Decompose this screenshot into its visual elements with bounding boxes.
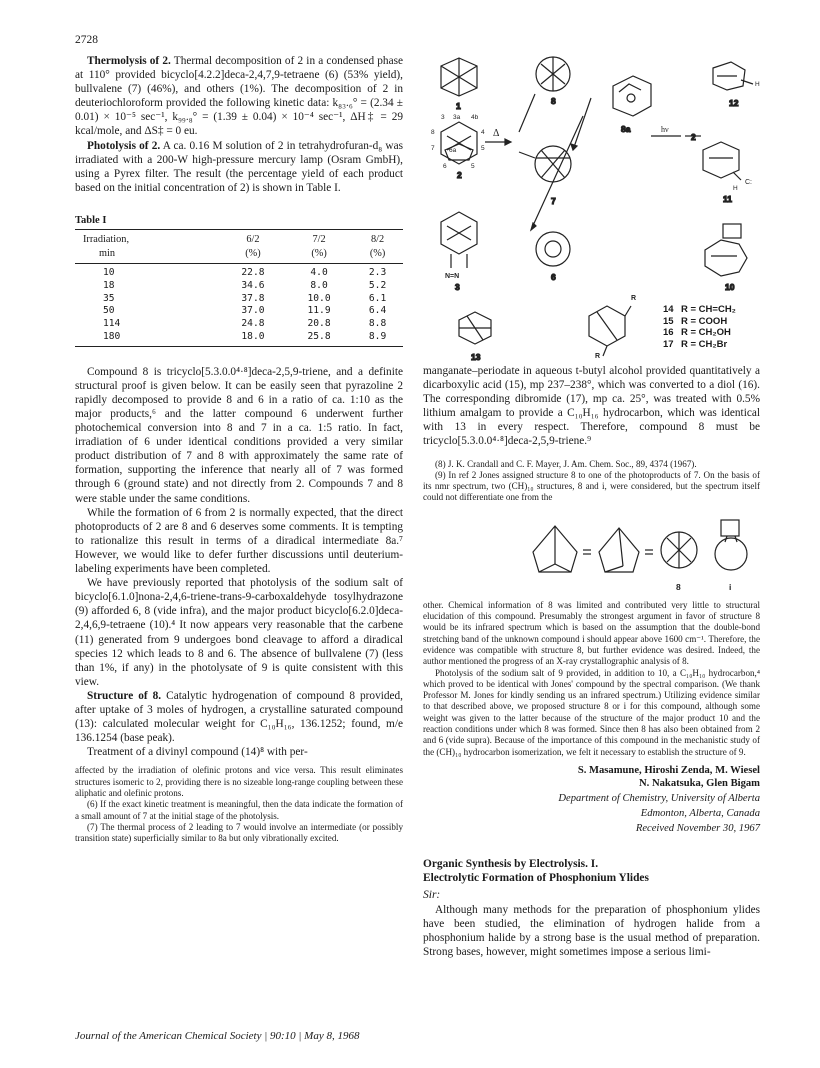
table-cell: 22.8 [241,266,265,278]
table-cell: 8.9 [352,331,403,346]
label-i: i [729,581,732,592]
atom-number: 6a [449,147,457,154]
footnote-9: (9) In ref 2 Jones assigned structure 8 to one of the photoproducts of 7. On the basis of its nmr spectrum, two (CH)₁₀ structures, 8 and i, were considered, but the spectrum itself could not differentiate one from the [423,469,760,503]
r-group-item: 16 R = CH₂OH [663,327,731,338]
label-11: 11 [723,194,732,204]
table-cell: 18.0 [220,331,286,346]
atom-number: 3a [453,114,461,121]
footnote-8: (8) J. K. Crandall and C. F. Mayer, J. Am. Chem. Soc., 89, 4374 (1967). [435,458,697,469]
table-cell: 37.0 [241,305,265,317]
paragraph-previous-report: We have previously reported that photolysis of the sodium salt of bicyclo[6.1.0]nona-2,4,6-triene-trans-9-carboxaldehyde tosylhydrazone (9) afforded 6, 8 (vide infra), and the major product bicyclo[6.2.0]deca-2,4,6,9-tetraene (10).⁴ It now appears very reasonable that the carbene (11) generated from 9 undergoes bond cleavage to afford a diradical species 12 which leads to 8 and 6. The absence of bullvalene (7) (less than 1%, if any) in the photolysate of 9 is quite consistent with this view. [75,577,403,688]
atom-number: 4b [471,114,479,121]
structure-1 [441,58,477,96]
table-cell: 11.9 [307,305,331,317]
structure-7 [535,146,571,182]
table-header-cell: (%) [352,247,403,264]
structure-2 [441,122,477,164]
table-header-cell: 8/2 [352,229,403,247]
structure-14-17 [589,306,631,356]
label-3: 3 [455,282,460,292]
table-cell: 50 [103,305,115,317]
label-8: 8 [676,581,681,592]
table-row [75,318,403,331]
table-cell: 114 [103,318,121,330]
table-cell: 37.8 [241,292,265,304]
hv-symbol: hν [661,125,669,134]
table-header-cell: 6/2 [220,229,286,247]
label-8: 8 [551,96,556,106]
label-2: 2 [457,170,462,180]
table-cell: 10.0 [307,292,331,304]
run-in-heading: Photolysis of 2. [87,139,161,152]
carbene-label: C: [745,179,752,186]
footnote-continued: affected by the irradiation of olefinic protons and vice versa. This result eliminates structures isomeric to 2, providing there is no sizeable long-range coupling between these aliphatic and olefinic protons. [75,765,403,798]
atom-number: 5 [471,163,475,170]
run-in-heading: Structure of 8. [87,689,162,702]
left-column [75,54,403,844]
nn-label: N=N [445,273,460,280]
author-names: S. Masamune, Hiroshi Zenda, M. Wiesel [577,764,760,776]
structure-13 [459,312,491,344]
atom-number: 4 [481,129,485,136]
structure-8-view-3 [661,532,697,568]
table-row [75,293,403,306]
label-12: 12 [729,98,739,108]
label-7: 7 [551,196,556,206]
table-row [75,305,403,318]
r-group-item: 17 R = CH₂Br [663,338,728,350]
affiliation-location: Edmonton, Alberta, Canada [640,807,760,819]
label-6: 6 [551,272,556,282]
h-label: H [733,185,738,192]
data-table [75,229,403,347]
table-cell: 6.1 [368,292,387,304]
table-row [75,263,403,279]
paragraph-text: Catalytic hydrogenation of compound 8 provided, after uptake of 3 moles of hydrogen, a crystalline saturated compound (13): calculated molecular weight for C₁₀H₁₆, 136.1252; found, m/e 136.1254 (base peak). [75,689,403,745]
table-header-cell: 7/2 [286,229,352,247]
table-cell: 10 [103,266,115,278]
table-cell: 18 [103,279,115,291]
affiliation: Department of Chemistry, University of Alberta [558,792,760,804]
table-row [75,280,403,293]
footnote-text: other. Chemical information of 8 was limited and contributed very little to structural elucidation of this compound. Presumably the strongest argument in favor of structure 8 would be its infrared spectrum which is based on the assumption that the double-bond stretching band of the unknown compound i should appear above 1600 cm⁻¹. Therefore, the evidence was compatible with structure 8, but further evidence was desired. Indeed, the author mentioned the progress of an X-ray crystallographic analysis of 8. [423,599,760,667]
h-label: H [755,81,760,88]
right-column [423,54,760,959]
page-number: 2728 [75,34,98,46]
table-cell: 4.0 [310,266,328,278]
table-title: Table I [75,214,107,226]
structure-11 [703,142,741,180]
table-units-row [75,247,403,264]
table-cell: 20.8 [307,318,331,330]
paragraph-text: A ca. 0.16 M solution of 2 in tetrahydrofuran-d₈ was irradiated with a 200-W high-pressure mercury lamp (Osram GmbH), using a Pyrex filter. The result (the percentage yield of each product based on the initial concentration of 2) is shown in Table I. [75,139,403,194]
structure-6 [536,232,570,266]
label-2-ref: 2 [691,132,696,142]
structure-comparison-figure [423,506,760,596]
atom-number: 3 [441,114,445,121]
paragraph-formation: While the formation of 6 from 2 is normally expected, that the direct photoproducts of 2 are 8 and 6 deserves some comments. It is tempting to rationalize this result in terms of a diradical intermediate 8a.⁷ However, we would like to defer further discussions until deuterium-labeling experiments have been completed. [75,506,403,576]
table-cell: 5.2 [368,279,387,291]
table-cell: 180 [75,331,220,346]
run-in-heading: Thermolysis of 2. [87,55,171,67]
structure-8 [536,57,570,91]
label-10: 10 [725,282,735,292]
structure-8-view-1 [533,526,577,572]
paragraph-photolysis [75,139,403,195]
table-cell: 34.6 [241,279,265,291]
r-group-list [663,304,736,350]
structure-i [715,520,747,570]
table-header-cell: min [75,247,220,264]
atom-number: 5 [481,145,485,152]
structure-12 [713,62,753,90]
author-signature [423,764,760,835]
table-row [75,331,403,346]
paragraph-divinyl: Treatment of a divinyl compound (14)⁸ with per- [87,746,308,759]
table-cell: 35 [103,292,115,304]
structure-8a [613,76,651,116]
table-cell: 24.8 [241,318,265,330]
structure-8-view-2 [599,528,639,572]
article-title-line: Electrolytic Formation of Phosphonium Ylides [423,871,649,884]
paragraph-ylides: Although many methods for the preparation of phosphonium ylides have been studied, the elimination of hydrogen halide from a phosphonium halide by a strong base is the usual method of preparation. Strong bases, however, might sometimes impose a serious limi- [423,903,760,959]
article-title [423,857,760,885]
structure-3 [441,212,477,268]
table-cell: 2.3 [368,266,387,278]
paragraph-structure-8 [75,689,403,745]
journal-footer: Journal of the American Chemical Society | 90:10 | May 8, 1968 [75,1030,360,1042]
received-date: Received November 30, 1967 [635,822,760,834]
footnote-6: (6) If the exact kinetic treatment is meaningful, then the data indicate the formation of a small amount of 7 at the initial stage of the photolysis. [75,799,403,821]
table-cell: 8.0 [310,279,328,291]
footnotes-right [423,459,760,504]
article-title-line: Organic Synthesis by Electrolysis. I. [423,857,599,870]
table-cell: 8.8 [368,318,387,330]
structure-10 [705,224,747,276]
table-header-row [75,229,403,247]
paragraph-compound-8: Compound 8 is tricyclo[5.3.0.0⁴·⁸]deca-2,5,9-triene, and a definite structural proof is given below. It can be easily seen that pyrazoline 2 rapidly decomposed to provide 8 and 6 in a ratio of ca. 1:10 as the major products,⁶ and the latter compound 6 underwent further photochemical conversion into 8 and 7 in a ca. 1:5 ratio. In fact, irradiation of 6 under identical conditions provided a very similar product distribution of 7 and 8 with approximately the same rate of formation, supporting the inference that nearly all of 7 was formed through 6 (ground state) and not directly from 2. Compounds 7 and 8 were stable under the same conditions. [75,365,403,505]
label-1: 1 [456,101,461,111]
table-cell: 25.8 [286,331,352,346]
atom-number: 6 [443,163,447,170]
table-header-cell: (%) [220,247,286,264]
footnote-7: (7) The thermal process of 2 leading to 7 would involve an intermediate (or possibly transition state) superficially similar to 8a but only vibrationally excited. [75,821,403,844]
reaction-scheme [423,54,760,364]
paragraph-thermolysis [75,54,403,139]
r-label: R [631,295,637,302]
paragraph-periodate: manganate–periodate in aqueous t-butyl alcohol provided quantitatively a dicarboxylic acid (15), mp 237–238°, which was converted to a diol (16). The corresponding dibromide (17), mp ca. 25°, was treated with 0.5% lithium amalgam to provide a C₁₀H₁₆ hydrocarbon, which was identical with 13 in every respect. Therefore, compound 8 must be tricyclo[5.3.0.0⁴·⁸]deca-2,5,9-triene.⁹ [423,365,760,448]
table-header-cell: (%) [286,247,352,264]
structure-comparison-drawing [423,506,760,596]
r-group-item: 15 R = COOH [663,315,728,327]
author-names: N. Nakatsuka, Glen Bigam [639,777,760,789]
footnotes [75,765,403,844]
table-cell: 6.4 [368,305,387,317]
r-group-item: 14 R = CH=CH₂ [663,304,736,315]
atom-number: 7 [431,145,435,152]
salutation: Sir: [423,888,441,901]
footnote-9-continued [423,600,760,758]
table-header-cell: Irradiation, [75,229,220,247]
delta-symbol: Δ [493,128,500,139]
label-13: 13 [471,352,481,362]
atom-number: 8 [431,129,435,136]
footnote-text: Photolysis of the sodium salt of 9 provided, in addition to 10, a C₁₀H₁₀ hydrocarbon,⁴ which proved to be identical with Jones' compound by the spectral comparison. (We thank Professor M. Jones for kindly sending us an infrared spectrum.) Utilizing evidence similar to that described above, we proposed structure 8 or i for this compound, although some weight was given to the latter because of the structure of the major product 10 and the reaction conditions under which 8 was formed. Since then 8 has also been obtained from 2 and 6 (vide supra). Because of the importance of this compound in the mechanistic study of the (CH)₁₀ hydrocarbon isomerization, we felt it necessary to establish the structure of 9. [423,667,760,757]
r-label: R [595,353,601,360]
label-8a: 8a [621,124,631,134]
paragraph-text: Thermal decomposition of 2 in a condensed phase at 110° provided bicyclo[4.2.2]deca-2,4,7,9-tetraene (6) (53% yield), bullvalene (7) (46%), and others (1%). The decomposition of 2 in deuteriochloroform provided the following kinetic data: k₈₃.₆° = (2.34 ± 0.01) × 10⁻⁵ sec⁻¹, k₉₉.₈° = (1.39 ± 0.04) × 10⁻⁴ sec⁻¹, ΔH‡ = 29 kcal/mole, and ΔS‡ = 0 eu. [75,55,404,138]
